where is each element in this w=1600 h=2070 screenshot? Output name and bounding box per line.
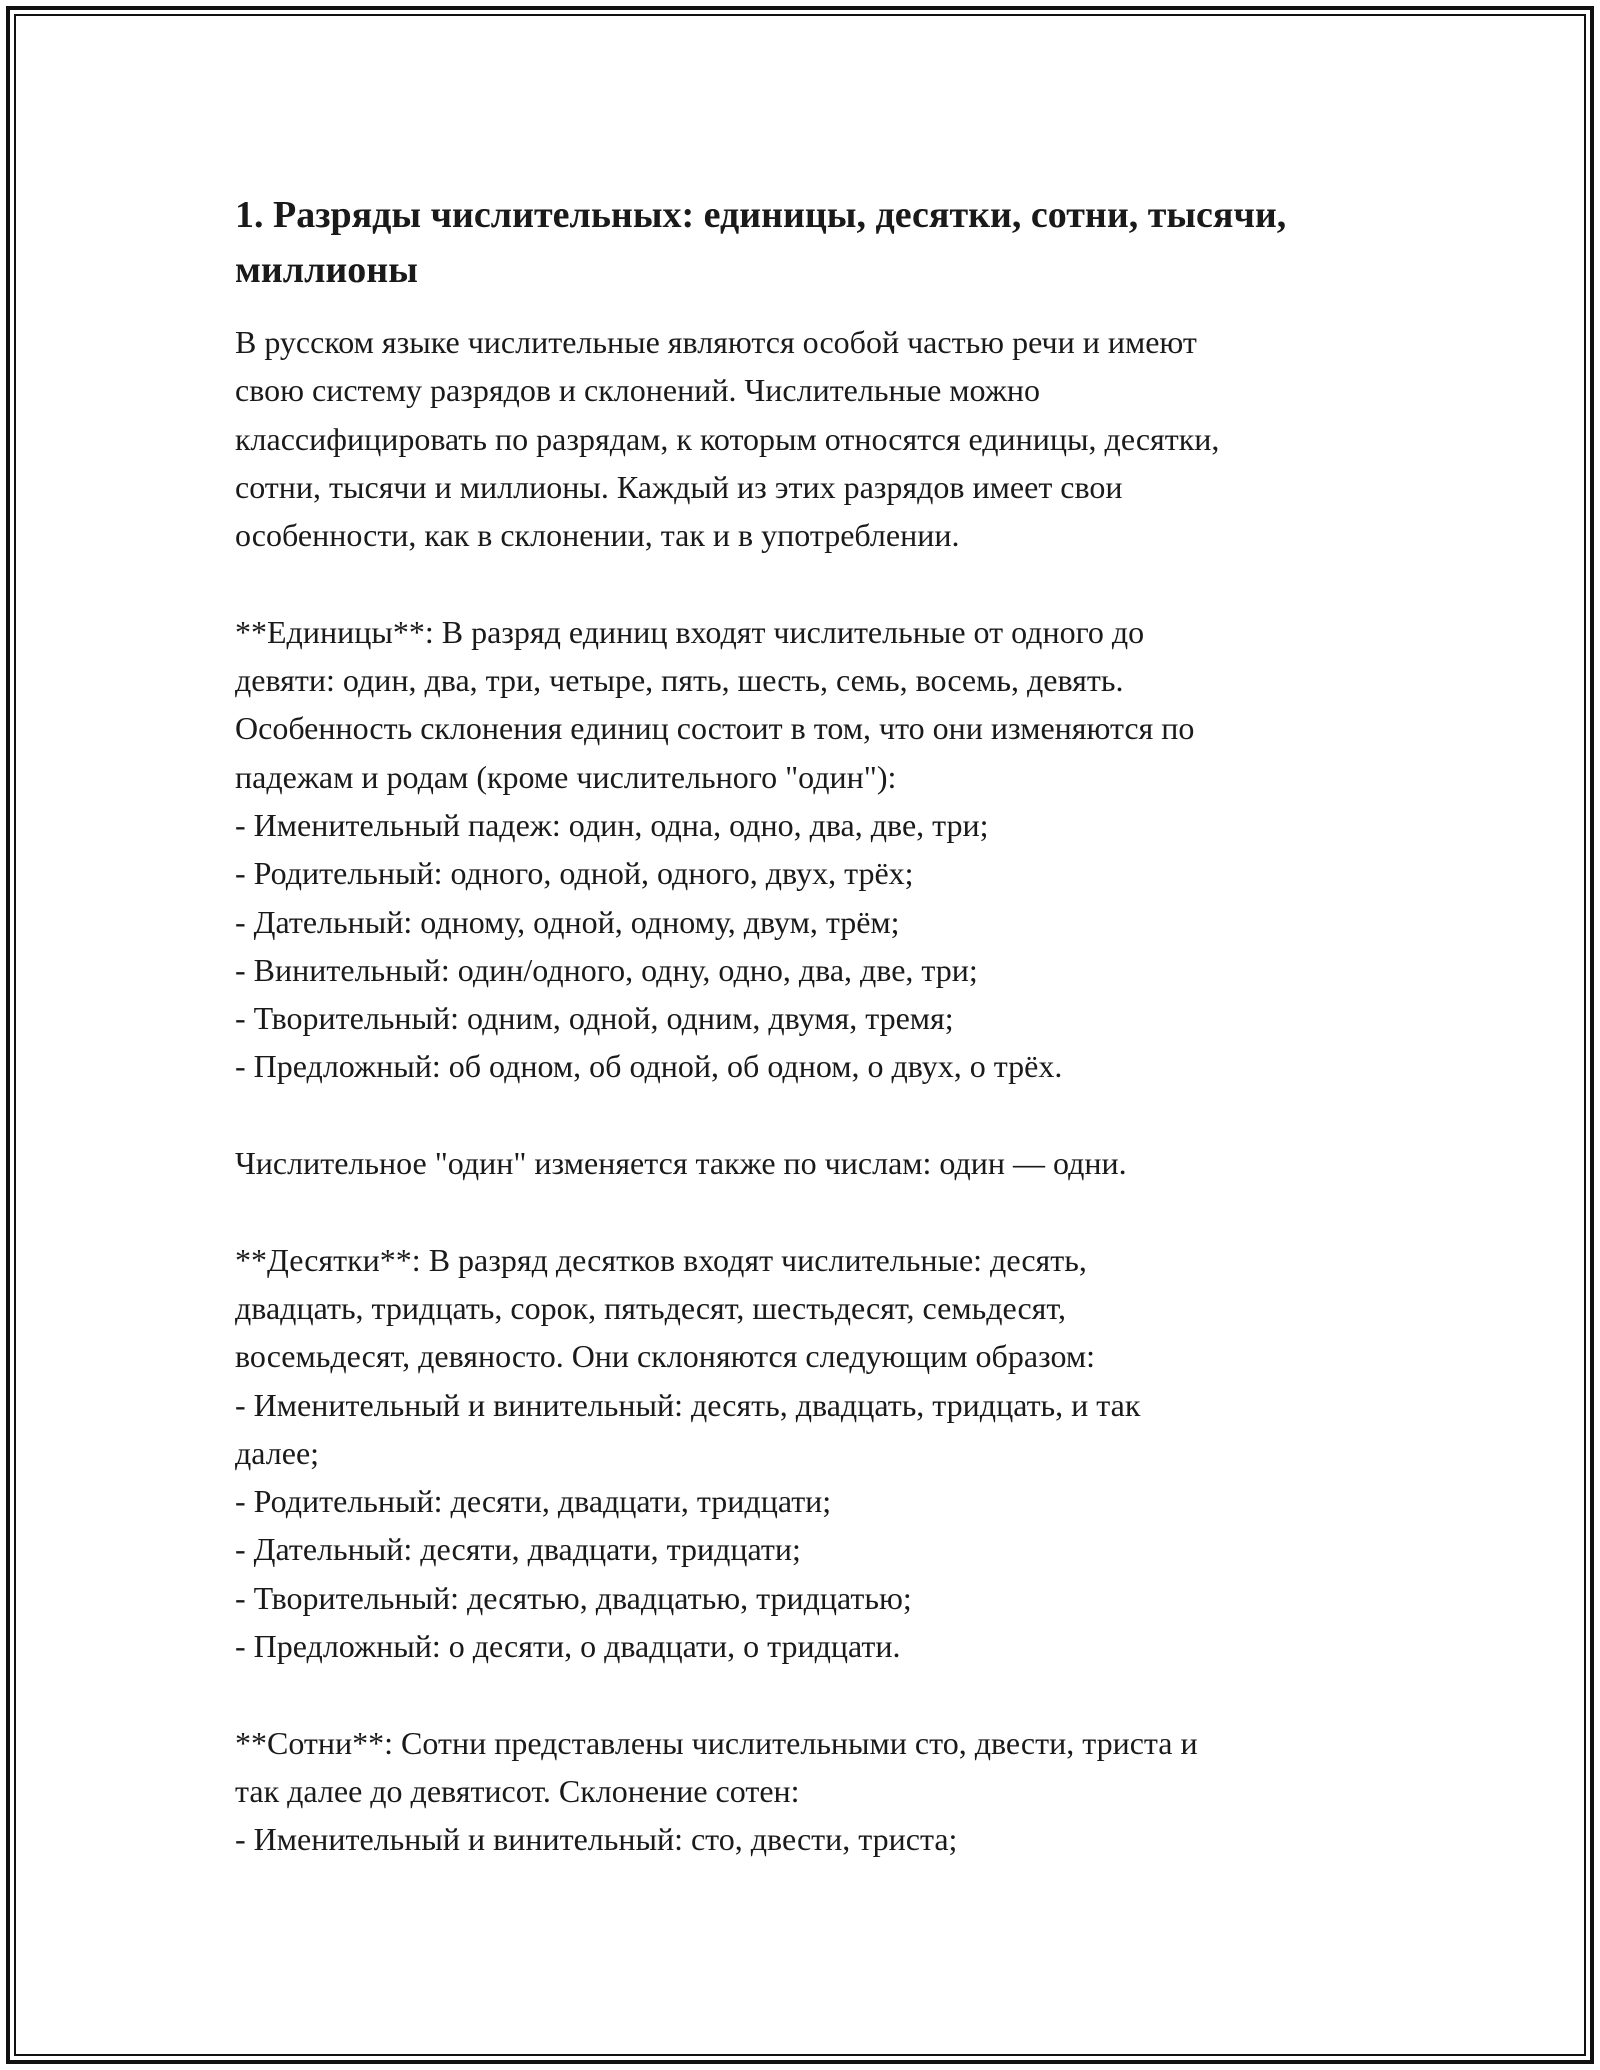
text-line: **Единицы**: В разряд единиц входят числительные от одного до <box>235 613 1145 650</box>
paragraph-gap <box>235 1670 1405 1718</box>
text-line: двадцать, тридцать, сорок, пятьдесят, шестьдесят, семьдесят, <box>235 1289 1066 1326</box>
text-line: **Десятки**: В разряд десятков входят числительные: десять, <box>235 1241 1087 1278</box>
list-item: - Дательный: десяти, двадцати, тридцати; <box>235 1531 801 1568</box>
list-item: - Винительный: один/одного, одну, одно, два, две, три; <box>235 951 978 988</box>
list-item: - Творительный: десятью, двадцатью, тридцатью; <box>235 1579 912 1616</box>
text-line: особенности, как в склонении, так и в употреблении. <box>235 517 960 554</box>
paragraph-gap <box>235 1091 1405 1139</box>
intro-paragraph <box>235 318 1405 559</box>
text-line: падежам и родам (кроме числительного "один"): <box>235 758 897 795</box>
paragraph-gap <box>235 1187 1405 1235</box>
text-line: Особенность склонения единиц состоит в том, что они изменяются по <box>235 710 1195 747</box>
list-item: - Предложный: об одном, об одной, об одном, о двух, о трёх. <box>235 1048 1063 1085</box>
text-line: сотни, тысячи и миллионы. Каждый из этих разрядов имеет свои <box>235 468 1123 505</box>
units-paragraph <box>235 608 1405 1091</box>
list-item: - Родительный: десяти, двадцати, тридцати; <box>235 1483 832 1520</box>
text-line: восемьдесят, девяносто. Они склоняются следующим образом: <box>235 1338 1096 1375</box>
hundreds-paragraph <box>235 1719 1405 1864</box>
list-item: - Творительный: одним, одной, одним, двумя, тремя; <box>235 1000 954 1037</box>
paragraph-gap <box>235 559 1405 607</box>
tens-paragraph <box>235 1236 1405 1671</box>
text-line: классифицировать по разрядам, к которым относятся единицы, десятки, <box>235 420 1220 457</box>
document-body <box>235 188 1405 1864</box>
list-item: - Именительный падеж: один, одна, одно, два, две, три; <box>235 806 989 843</box>
list-item: - Именительный и винительный: десять, двадцать, тридцать, и так <box>235 1386 1141 1423</box>
text-line: Числительное "один" изменяется также по числам: один — одни. <box>235 1145 1127 1182</box>
text-line: В русском языке числительные являются особой частью речи и имеют <box>235 324 1197 360</box>
text-line: так далее до девятисот. Склонение сотен: <box>235 1772 800 1809</box>
list-item-continuation: далее; <box>235 1434 320 1471</box>
list-item: - Родительный: одного, одной, одного, двух, трёх; <box>235 855 914 892</box>
one-note-paragraph <box>235 1139 1405 1187</box>
text-line: девяти: один, два, три, четыре, пять, шесть, семь, восемь, девять. <box>235 662 1124 699</box>
list-item: - Предложный: о десяти, о двадцати, о тридцати. <box>235 1628 901 1665</box>
text-line: свою систему разрядов и склонений. Числительные можно <box>235 372 1040 409</box>
text-line: **Сотни**: Сотни представлены числительными сто, двести, триста и <box>235 1724 1198 1761</box>
list-item: - Дательный: одному, одной, одному, двум, трём; <box>235 903 900 940</box>
section-heading: 1. Разряды числительных: единицы, десятки, сотни, тысячи, миллионы <box>235 194 1287 291</box>
list-item: - Именительный и винительный: сто, двести, триста; <box>235 1821 958 1858</box>
